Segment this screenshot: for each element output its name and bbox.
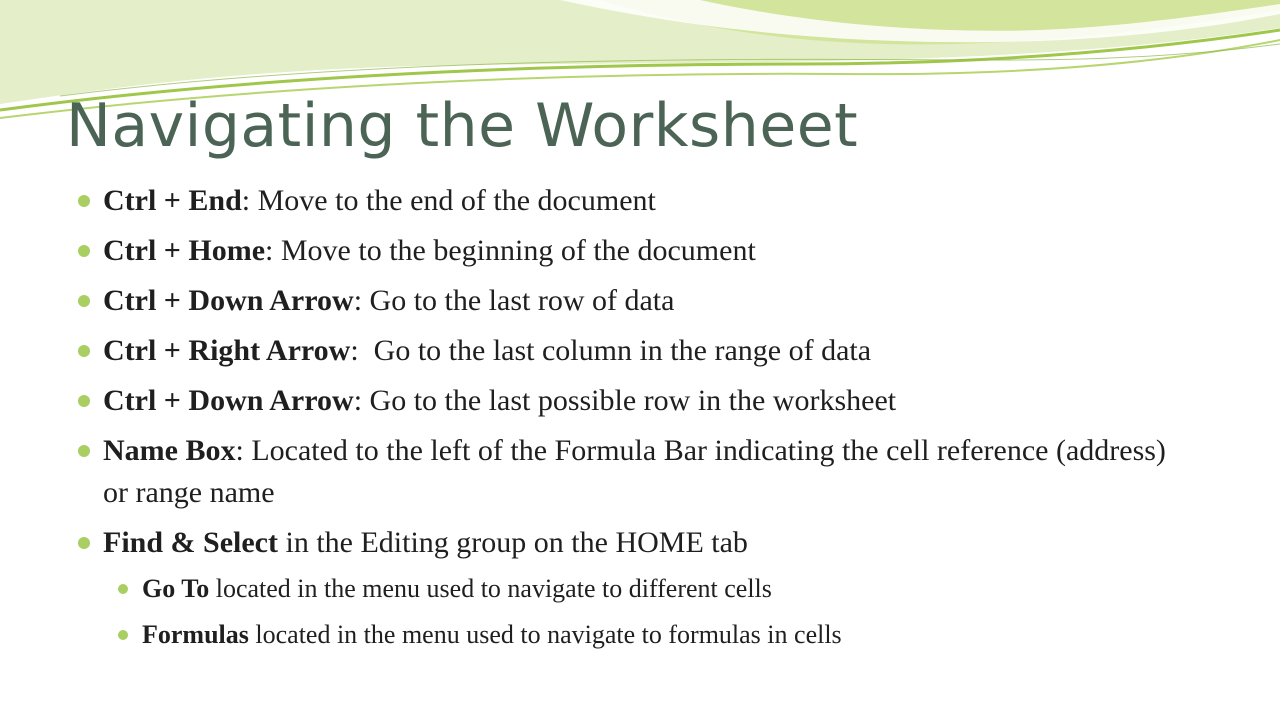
- bullet-term: Name Box: [103, 434, 236, 467]
- bullet-item: [78, 430, 1178, 514]
- bullet-term: Ctrl + Right Arrow: [103, 334, 351, 367]
- bullet-text: [103, 330, 1178, 372]
- bullet-text: [142, 571, 1178, 607]
- bullet-item: [78, 230, 1178, 272]
- bullet-dot-icon: [78, 345, 90, 357]
- bullet-item: [78, 180, 1178, 222]
- sub-bullet-item: [118, 617, 1178, 653]
- sub-bullet-item: [118, 571, 1178, 607]
- bullet-dot-icon: [78, 295, 90, 307]
- bullet-item: [78, 380, 1178, 422]
- bullet-dot-icon: [118, 630, 128, 640]
- bullet-term: Ctrl + Down Arrow: [103, 284, 354, 317]
- bullet-text: [103, 430, 1178, 514]
- bullet-dot-icon: [118, 584, 128, 594]
- bullet-description: located in the menu used to navigate to formulas in cells: [248, 620, 842, 649]
- bullet-text: [103, 280, 1178, 322]
- bullet-description: : Go to the last row of data: [353, 284, 675, 317]
- bullet-dot-icon: [78, 245, 90, 257]
- bullet-text: [103, 230, 1178, 272]
- bullet-term: Formulas: [142, 620, 249, 649]
- bullet-description: in the Editing group on the HOME tab: [277, 526, 748, 559]
- bullet-term: Ctrl + Down Arrow: [103, 384, 354, 417]
- bullet-term: Go To: [142, 574, 210, 603]
- bullet-dot-icon: [78, 195, 90, 207]
- bullet-description: : Move to the beginning of the document: [265, 234, 756, 267]
- bullet-text: [142, 617, 1178, 653]
- bullet-dot-icon: [78, 395, 90, 407]
- bullet-dot-icon: [78, 537, 90, 549]
- bullet-term: Find & Select: [103, 526, 278, 559]
- bullet-text: [103, 522, 1178, 564]
- bullet-description: located in the menu used to navigate to different cells: [209, 574, 772, 603]
- bullet-description: : Go to the last column in the range of data: [350, 334, 872, 367]
- bullet-item: [78, 522, 1178, 564]
- bullet-term: Ctrl + Home: [103, 234, 266, 267]
- bullet-item: [78, 280, 1178, 322]
- bullet-text: [103, 380, 1178, 422]
- bullet-dot-icon: [78, 445, 90, 457]
- bullet-description: : Move to the end of the document: [241, 184, 656, 217]
- bullet-description: : Go to the last possible row in the worksheet: [353, 384, 897, 417]
- bullet-term: Ctrl + End: [103, 184, 242, 217]
- bullet-item: [78, 330, 1178, 372]
- bullet-text: [103, 180, 1178, 222]
- bullet-description: : Located to the left of the Formula Bar indicating the cell reference (address) or range name: [103, 434, 1166, 509]
- slide-title: Navigating the Worksheet: [66, 91, 859, 161]
